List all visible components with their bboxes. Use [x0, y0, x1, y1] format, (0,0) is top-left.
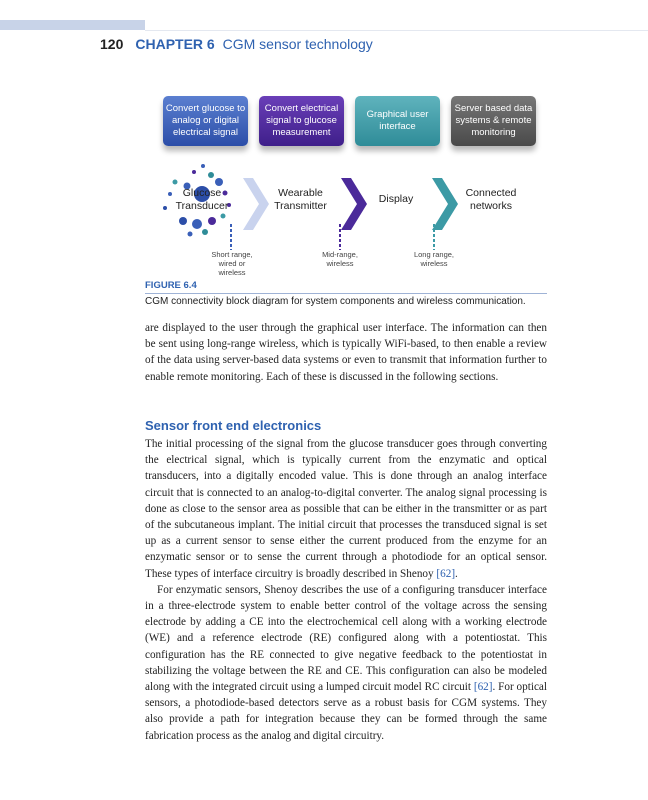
figure-caption-rule: [145, 293, 547, 294]
paragraph: [145, 582, 547, 744]
page-number: 120: [100, 36, 124, 52]
section-body: [145, 436, 547, 744]
citation-link[interactable]: [62]: [436, 567, 456, 580]
box-label: Convert glucose to analog or digital electrical signal: [165, 103, 246, 138]
stage-wearable-transmitter: Wearable Transmitter: [274, 187, 327, 212]
section-heading: Sensor front end electronics: [145, 418, 322, 433]
paragraph-text: The initial processing of the signal from the glucose transducer goes through converting the electrical signal, which is typically current from the enzymatic and optical transducers, into a digitally encoded value. This is done through an analog interface circuit that is connected to an analog-to-digital converter. The analog signal processing is done as close to the sensor area as possible that can be either in the transmitter or as part of the subcutaneous implant. The initial circuit that processes the transduced signal is set up as a current sensor to sense either the current produced from the enzyme for an enzymatic sensor or to sense the current through a photodiode for an optical sensor. These types of interface circuitry is broadly described in Shenoy: [145, 438, 547, 580]
chapter-title: CGM sensor technology: [222, 36, 373, 52]
stage-connected-networks: Connected networks: [465, 187, 517, 212]
stage-glucose-transducer: Glucose Transducer: [175, 187, 229, 212]
figure-label: FIGURE 6.4: [145, 280, 197, 291]
box-label: Convert electrical signal to glucose measurement: [264, 103, 339, 138]
header-accent-bar: [0, 20, 145, 30]
running-header: [100, 36, 373, 52]
chapter-number: CHAPTER 6: [135, 36, 215, 52]
link-label-long: Long range, wireless: [413, 250, 455, 268]
paragraph-text-end: .: [455, 567, 458, 580]
header-rule: [145, 30, 648, 31]
citation-link[interactable]: [62]: [473, 681, 493, 694]
paragraph: [145, 436, 547, 582]
link-label-mid: Mid-range, wireless: [322, 250, 358, 268]
box-label: Graphical user interface: [366, 109, 429, 132]
chevron-right-icon: [341, 178, 367, 230]
box-label: Server based data systems & remote monitoring: [454, 103, 533, 138]
figure-6-4-diagram: [145, 90, 547, 280]
link-label-short: Short range, wired or wireless: [211, 250, 253, 277]
stage-display: Display: [378, 193, 414, 205]
paragraph-text: are displayed to the user through the graphical user interface. The information can then be sent using long-range wireless, which is typically WiFi-based, to then enable a review of the data using server-based data systems or even to transmit that information further to enable remote monitoring. Each of these is discussed in the following sections.: [145, 322, 547, 383]
paragraph-text: For enzymatic sensors, Shenoy describes the use of a configuring transducer interface in a three-electrode system to enable better control of the voltage across the sensing electrode by adding a CE into the electrochemical cell along with a working electrode (WE) and a reference electrode (RE) configured along with a potentiostat. This configuration has the RE connected to give negative feedback to the potentiostat in stabilizing the voltage between the RE and CE. This configuration can also be modeled along with the integrated circuit using a lumped circuit model RC circuit: [145, 583, 547, 694]
paragraph-text-end: . For optical sensors, a photodiode-based detectors serve as a robust basis for CGM systems. They also provide a path for integration because they can be formed through the same fabrication process as the analog and digital circuitry.: [145, 681, 547, 742]
figure-caption: CGM connectivity block diagram for system components and wireless communication.: [145, 296, 526, 307]
paragraph-continuation: [145, 320, 547, 385]
